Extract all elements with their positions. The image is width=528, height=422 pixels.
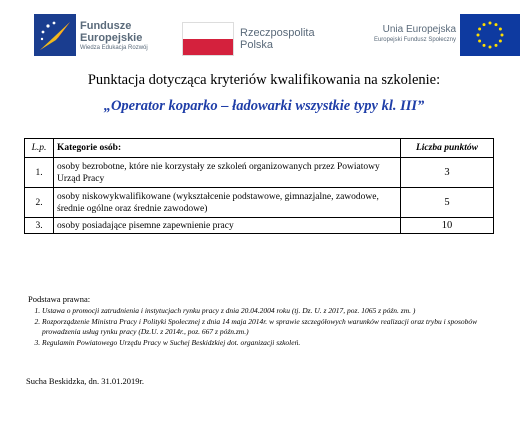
eu-star-icon	[483, 23, 486, 26]
eu-star-icon	[495, 44, 498, 47]
fe-line2: Europejskie	[80, 32, 143, 44]
eu-star-icon	[495, 23, 498, 26]
logo-unia-europejska	[360, 14, 520, 58]
fe-line1: Fundusze	[80, 20, 132, 32]
row-points: 10	[401, 218, 494, 234]
polish-flag-icon	[182, 22, 234, 56]
eu-flag-icon	[460, 14, 520, 56]
eu-star-icon	[499, 40, 502, 43]
row-points: 5	[401, 188, 494, 218]
place-date: Sucha Beskidzka, dn. 31.01.2019r.	[26, 376, 145, 386]
eu-star-icon	[499, 28, 502, 31]
logo-bar	[0, 0, 528, 70]
table-row	[25, 188, 494, 218]
eu-star-icon	[477, 34, 480, 37]
row-points: 3	[401, 158, 494, 188]
fe-line3: Wiedza Edukacja Rozwój	[80, 45, 148, 51]
logo-fundusze-europejskie	[34, 14, 174, 58]
table-row	[25, 218, 494, 234]
course-name: „Operator koparko – ładowarki wszystkie typy kl. III”	[103, 98, 425, 114]
list-item: 3. Regulamin Powiatowego Urzędu Pracy w Suchej Beskidzkiej dot. organizacji szkoleń.	[42, 338, 502, 348]
legal-heading: Podstawa prawna:	[28, 294, 91, 304]
eu-star-icon	[478, 40, 481, 43]
row-category: osoby posiadające pisemne zapewnienie pracy	[54, 218, 401, 234]
eu-star-icon	[489, 46, 492, 49]
table-header-row	[25, 139, 494, 158]
row-category: osoby niskowykwalifikowane (wykształcenie podstawowe, gimnazjalne, zawodowe, średnie ogólne oraz średnie zawodowe)	[54, 188, 401, 218]
header-category: Kategorie osób:	[54, 139, 401, 158]
rp-line2: Polska	[240, 39, 274, 51]
list-item: 2. Rozporządzenie Ministra Pracy i Polityki Społecznej z dnia 14 maja 2014r. w sprawie szczegółowych warunków realizacji oraz trybu i sposobów prowadzenia usług rynku pracy (Dz.U. z 2014r., poz. 667 z późn.zm.)	[42, 317, 502, 336]
eu-star-icon	[483, 44, 486, 47]
row-category: osoby bezrobotne, które nie korzystały ze szkoleń organizowanych przez Powiatowy Urząd Pracy	[54, 158, 401, 188]
eu-star-icon	[478, 28, 481, 31]
table-row	[25, 158, 494, 188]
row-lp: 2.	[25, 188, 54, 218]
legal-list	[22, 306, 502, 348]
criteria-table	[24, 138, 494, 234]
rp-line1: Rzeczpospolita	[240, 27, 315, 39]
row-lp: 1.	[25, 158, 54, 188]
fundusze-star-icon	[34, 14, 76, 56]
eu-star-icon	[501, 34, 504, 37]
eu-star-icon	[489, 22, 492, 25]
header-points: Liczba punktów	[401, 139, 494, 158]
document-title: Punktacja dotycząca kryteriów kwalifikowania na szkolenie:	[87, 72, 441, 88]
ue-line2: Europejski Fundusz Społeczny	[373, 37, 456, 43]
list-item: 1. Ustawa o promocji zatrudnienia i instytucjach rynku pracy z dnia 20.04.2004 roku (tj. Dz. U. z 2017, poz. 1065 z późn. zm. )	[42, 306, 502, 316]
header-lp: L.p.	[25, 139, 54, 158]
ue-line1: Unia Europejska	[382, 24, 456, 35]
logo-rzeczpospolita	[182, 22, 322, 62]
legal-basis	[22, 295, 502, 350]
row-lp: 3.	[25, 218, 54, 234]
